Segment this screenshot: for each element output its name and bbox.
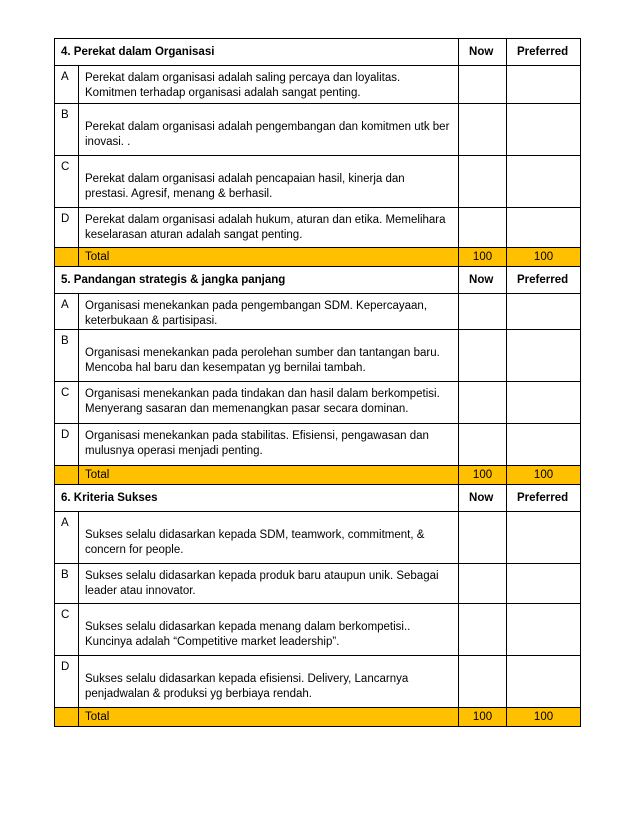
statement-text: Perekat dalam organisasi adalah saling percaya dan loyalitas. Komitmen terhadap organisasi adalah sangat penting. [79, 66, 459, 104]
total-label: Total [79, 248, 459, 267]
statement-row [55, 294, 581, 330]
total-letter-cell [55, 466, 79, 485]
statement-text: Organisasi menekankan pada perolehan sumber dan tantangan baru. Mencoba hal baru dan kesempatan yg bernilai tambah. [79, 330, 459, 382]
statement-row [55, 604, 581, 656]
statement-row [55, 208, 581, 248]
now-score-cell[interactable] [459, 656, 507, 708]
row-letter: B [55, 104, 79, 156]
statement-text: Perekat dalam organisasi adalah pengembangan dan komitmen utk ber inovasi. . [79, 104, 459, 156]
now-score-cell[interactable] [459, 66, 507, 104]
preferred-column-header: Preferred [507, 267, 581, 294]
statement-text: Sukses selalu didasarkan kepada efisiensi. Delivery, Lancarnya penjadwalan & produksi yg berbiaya rendah. [79, 656, 459, 708]
preferred-score-cell[interactable] [507, 66, 581, 104]
preferred-score-cell[interactable] [507, 512, 581, 564]
total-letter-cell [55, 708, 79, 727]
now-score-cell[interactable] [459, 294, 507, 330]
row-letter: A [55, 512, 79, 564]
now-score-cell[interactable] [459, 104, 507, 156]
preferred-score-cell[interactable] [507, 564, 581, 604]
now-column-header: Now [459, 267, 507, 294]
statement-text: Perekat dalam organisasi adalah pencapaian hasil, kinerja dan prestasi. Agresif, menang & berhasil. [79, 156, 459, 208]
preferred-score-cell[interactable] [507, 656, 581, 708]
now-column-header: Now [459, 39, 507, 66]
now-score-cell[interactable] [459, 512, 507, 564]
section-title: 6. Kriteria Sukses [55, 485, 459, 512]
total-now-value: 100 [459, 466, 507, 485]
section-header [55, 39, 581, 66]
row-letter: B [55, 330, 79, 382]
section-header [55, 485, 581, 512]
statement-text: Sukses selalu didasarkan kepada produk baru ataupun unik. Sebagai leader atau innovator. [79, 564, 459, 604]
preferred-score-cell[interactable] [507, 382, 581, 424]
preferred-score-cell[interactable] [507, 294, 581, 330]
total-label: Total [79, 466, 459, 485]
row-letter: B [55, 564, 79, 604]
now-score-cell[interactable] [459, 156, 507, 208]
preferred-score-cell[interactable] [507, 104, 581, 156]
total-letter-cell [55, 248, 79, 267]
statement-text: Organisasi menekankan pada stabilitas. Efisiensi, pengawasan dan mulusnya operasi menjadi penting. [79, 424, 459, 466]
row-letter: C [55, 382, 79, 424]
total-preferred-value: 100 [507, 708, 581, 727]
statement-row [55, 656, 581, 708]
now-score-cell[interactable] [459, 330, 507, 382]
statement-row [55, 564, 581, 604]
section-title: 5. Pandangan strategis & jangka panjang [55, 267, 459, 294]
now-score-cell[interactable] [459, 564, 507, 604]
total-row [55, 248, 581, 267]
preferred-column-header: Preferred [507, 485, 581, 512]
section-header [55, 267, 581, 294]
preferred-score-cell[interactable] [507, 208, 581, 248]
now-column-header: Now [459, 485, 507, 512]
row-letter: D [55, 656, 79, 708]
total-preferred-value: 100 [507, 248, 581, 267]
preferred-score-cell[interactable] [507, 424, 581, 466]
row-letter: A [55, 294, 79, 330]
preferred-score-cell[interactable] [507, 604, 581, 656]
total-row [55, 466, 581, 485]
statement-row [55, 156, 581, 208]
total-now-value: 100 [459, 708, 507, 727]
statement-text: Sukses selalu didasarkan kepada SDM, teamwork, commitment, & concern for people. [79, 512, 459, 564]
row-letter: C [55, 156, 79, 208]
statement-text: Organisasi menekankan pada pengembangan SDM. Kepercayaan, keterbukaan & partisipasi. [79, 294, 459, 330]
total-now-value: 100 [459, 248, 507, 267]
statement-text: Perekat dalam organisasi adalah hukum, aturan dan etika. Memelihara keselarasan aturan adalah sangat penting. [79, 208, 459, 248]
statement-row [55, 66, 581, 104]
statement-row [55, 512, 581, 564]
statement-text: Sukses selalu didasarkan kepada menang dalam berkompetisi.. Kuncinya adalah “Competitive market leadership”. [79, 604, 459, 656]
row-letter: D [55, 208, 79, 248]
row-letter: C [55, 604, 79, 656]
total-row [55, 708, 581, 727]
now-score-cell[interactable] [459, 382, 507, 424]
statement-row [55, 424, 581, 466]
total-preferred-value: 100 [507, 466, 581, 485]
preferred-score-cell[interactable] [507, 330, 581, 382]
now-score-cell[interactable] [459, 604, 507, 656]
now-score-cell[interactable] [459, 208, 507, 248]
culture-assessment-table [54, 38, 581, 727]
section-title: 4. Perekat dalam Organisasi [55, 39, 459, 66]
row-letter: D [55, 424, 79, 466]
statement-row [55, 330, 581, 382]
statement-row [55, 104, 581, 156]
preferred-score-cell[interactable] [507, 156, 581, 208]
statement-row [55, 382, 581, 424]
row-letter: A [55, 66, 79, 104]
preferred-column-header: Preferred [507, 39, 581, 66]
now-score-cell[interactable] [459, 424, 507, 466]
total-label: Total [79, 708, 459, 727]
statement-text: Organisasi menekankan pada tindakan dan hasil dalam berkompetisi. Menyerang sasaran dan memenangkan pasar secara dominan. [79, 382, 459, 424]
